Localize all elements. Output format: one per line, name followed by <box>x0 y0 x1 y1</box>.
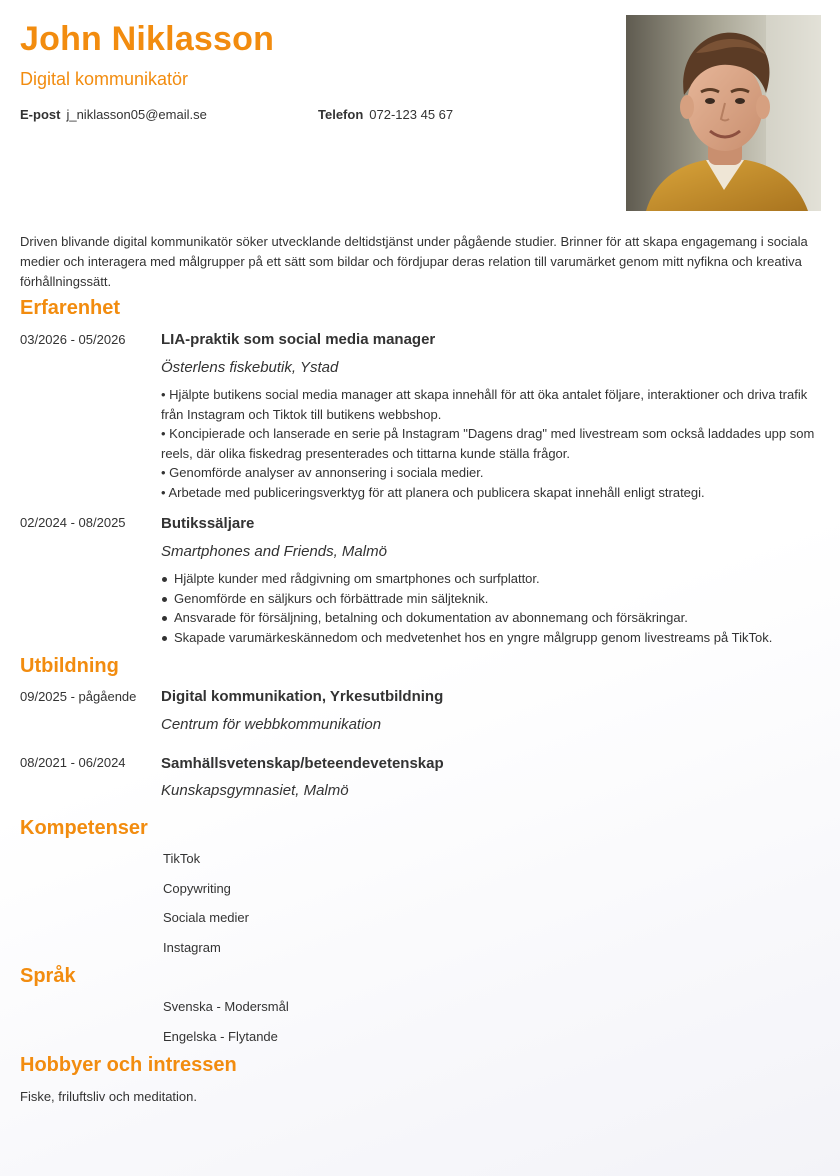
profile-summary: Driven blivande digital kommunikatör söker utvecklande deltidstjänst under pågående studier. Brinner för att skapa engagemang i sociala medier och interagera med målgrupper på ett sätt som bildar och fördjupar deras relation till varumärket genom mitt nyfikna och kreativa förhållningssätt. <box>20 234 808 289</box>
description-line: • Hjälpte butikens social media manager att skapa innehåll för att öka antalet följare, interaktioner och driva trafik från Instagram och Tiktok till butikens webbshop. <box>161 387 808 422</box>
hobbies-text: Fiske, friluftsliv och meditation. <box>20 1089 198 1104</box>
phone-value[interactable]: 072-123 45 67 <box>369 107 454 122</box>
bullet-item: Ansvarade för försäljning, betalning och dokumentation av abonnemang och försäkringar. <box>161 608 821 628</box>
description-line: • Koncipierade och lanserade en serie på Instagram "Dagens drag" med livestream som också laddades upp som reels, där olika fiskedrag presenterades och tittarna kunde ställa frågor. <box>161 426 815 461</box>
bullet-item: Genomförde en säljkurs och förbättrade min säljteknik. <box>161 589 821 609</box>
email-value[interactable]: j_niklasson05@email.se <box>66 107 207 122</box>
skill-item: Sociala medier <box>163 910 249 925</box>
description-line: • Arbetade med publiceringsverktyg för att planera och publicera skapat innehåll enligt strategi. <box>161 484 705 500</box>
candidate-title: Digital kommunikatör <box>20 69 189 89</box>
section-title-skills: Kompetenser <box>20 817 148 839</box>
contact-phone <box>318 107 453 122</box>
profile-photo <box>626 15 821 211</box>
experience-bullet-list <box>161 569 821 647</box>
skill-item: Copywriting <box>163 881 231 896</box>
section-title-hobbies: Hobbyer och intressen <box>20 1054 237 1076</box>
section-title-education: Utbildning <box>20 655 119 677</box>
skill-item: TikTok <box>163 851 201 866</box>
bullet-item: Skapade varumärkeskännedom och medvetenhet hos en yngre målgrupp genom livestreams på TikTok. <box>161 628 821 648</box>
experience-date: 02/2024 - 08/2025 <box>20 515 126 530</box>
phone-label: Telefon <box>318 107 364 122</box>
language-item: Engelska - Flytande <box>163 1029 278 1044</box>
education-title: Digital kommunikation, Yrkesutbildning <box>161 688 444 705</box>
experience-description <box>161 385 823 502</box>
education-school: Kunskapsgymnasiet, Malmö <box>161 782 349 799</box>
language-item: Svenska - Modersmål <box>163 999 289 1014</box>
education-school: Centrum för webbkommunikation <box>161 716 382 733</box>
skill-item: Instagram <box>163 940 221 955</box>
experience-title: LIA-praktik som social media manager <box>161 331 436 348</box>
description-line: • Genomförde analyser av annonsering i sociala medier. <box>161 465 484 480</box>
candidate-name: John Niklasson <box>20 20 275 58</box>
contact-email <box>20 107 207 122</box>
experience-title: Butikssäljare <box>161 515 255 532</box>
section-title-experience: Erfarenhet <box>20 297 121 319</box>
experience-employer: Österlens fiskebutik, Ystad <box>161 359 339 376</box>
education-title: Samhällsvetenskap/beteendevetenskap <box>161 755 444 772</box>
section-title-languages: Språk <box>20 965 76 987</box>
education-date: 09/2025 - pågående <box>20 689 137 704</box>
email-label: E-post <box>20 107 61 122</box>
experience-employer: Smartphones and Friends, Malmö <box>161 543 387 560</box>
education-date: 08/2021 - 06/2024 <box>20 755 126 770</box>
bullet-item: Hjälpte kunder med rådgivning om smartphones och surfplattor. <box>161 569 821 589</box>
experience-date: 03/2026 - 05/2026 <box>20 332 126 347</box>
